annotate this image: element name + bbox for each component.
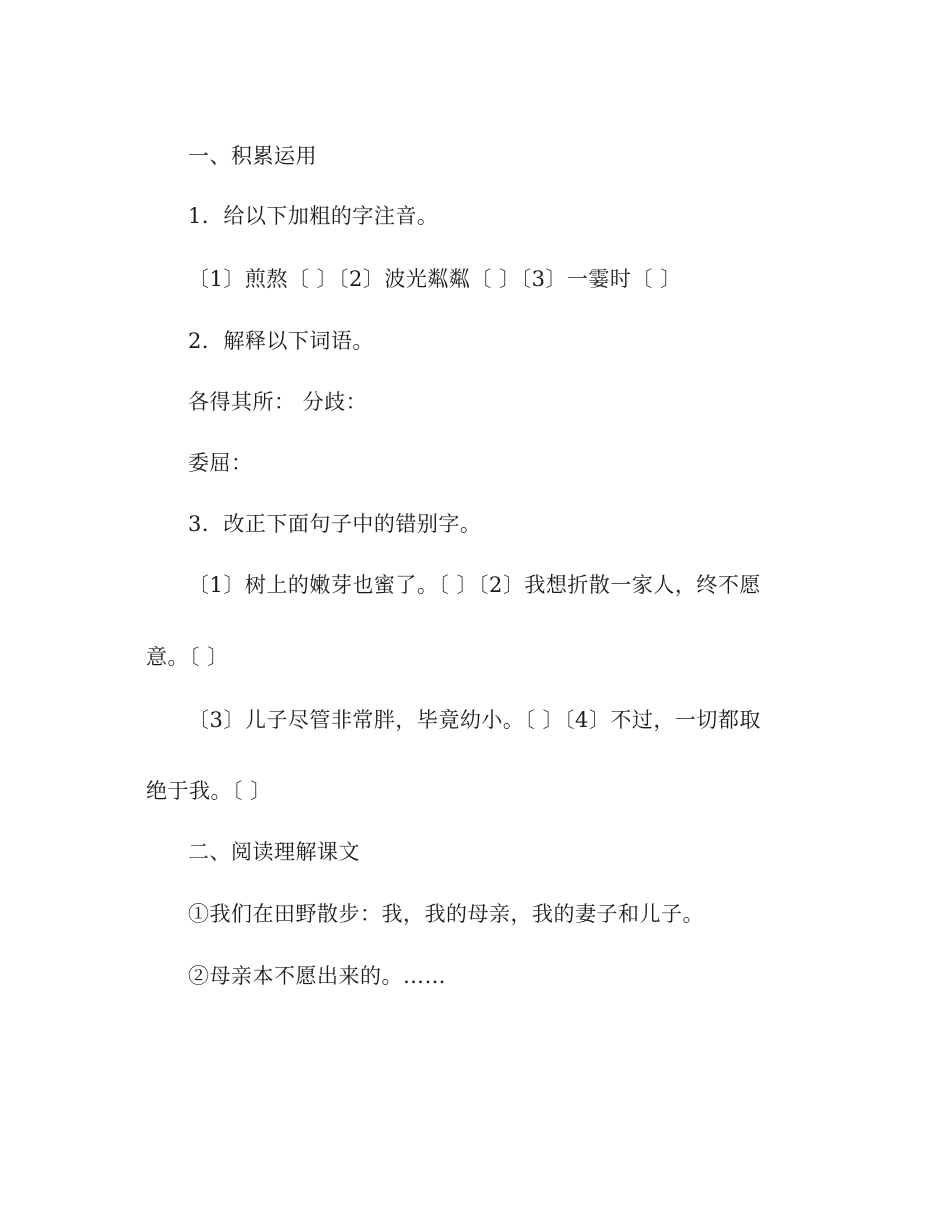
question-3-prompt: 3．改正下面句子中的错别字。 [188, 512, 482, 536]
question-3-line-2b: 绝于我。〔 〕 [146, 779, 272, 803]
question-2-prompt: 2．解释以下词语。 [188, 329, 374, 353]
question-2-line-2: 委屈： [188, 451, 253, 475]
question-3-line-1a: 〔1〕树上的嫩芽也蜜了。〔 〕〔2〕我想折散一家人，终不愿 [188, 573, 761, 597]
question-3-line-2a: 〔3〕儿子尽管非常胖，毕竟幼小。〔 〕〔4〕不过，一切都取 [188, 708, 761, 732]
reading-paragraph-1: ①我们在田野散步：我，我的母亲，我的妻子和儿子。 [188, 902, 704, 926]
section-2-heading: 二、阅读理解课文 [188, 840, 360, 864]
question-1-prompt: 1．给以下加粗的字注音。 [188, 204, 439, 228]
question-3-line-1b: 意。〔 〕 [146, 645, 229, 669]
question-2-line-1: 各得其所： 分歧： [188, 390, 368, 414]
reading-paragraph-2: ②母亲本不愿出来的。…… [188, 964, 446, 988]
section-1-heading: 一、积累运用 [188, 144, 317, 168]
question-1-items: 〔1〕煎熬〔 〕〔2〕波光粼粼〔 〕〔3〕一霎时〔 〕 [188, 267, 682, 291]
